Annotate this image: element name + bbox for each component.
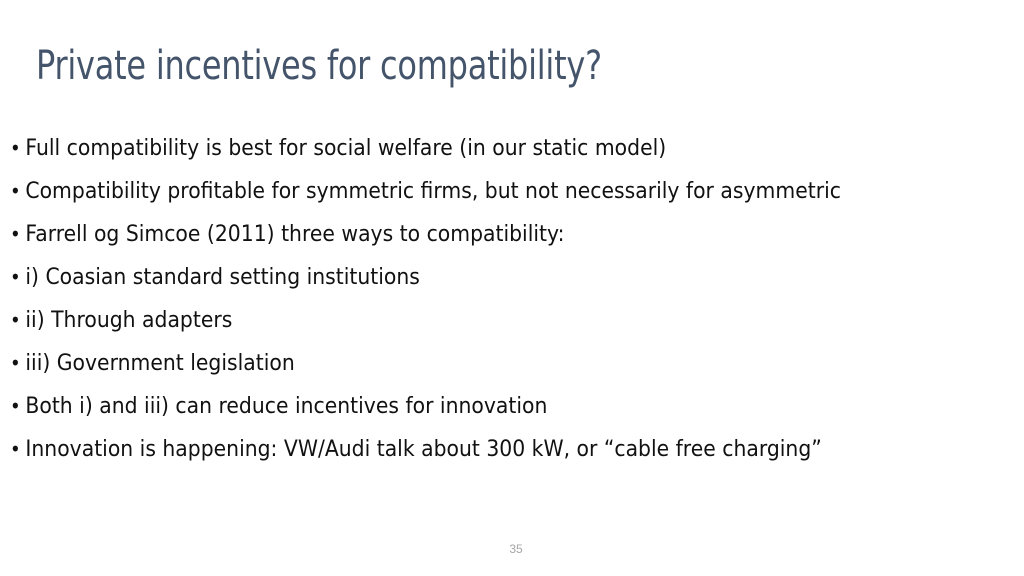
bullet-item [10,256,841,299]
bullet-item [10,127,841,170]
bullet-icon: • [10,265,21,289]
bullet-icon: • [10,437,21,461]
slide-title: Private incentives for compatibility? [36,43,602,89]
bullet-list [10,127,928,471]
bullet-icon: • [10,394,21,418]
bullet-text: Both i) and iii) can reduce incentives for innovation [25,393,548,419]
bullet-text: Compatibility profitable for symmetric firms, but not necessarily for asymmetric [25,178,841,204]
bullet-item [10,213,841,256]
bullet-text: iii) Government legislation [25,350,295,376]
page-number: 35 [509,542,523,556]
bullet-text: Farrell og Simcoe (2011) three ways to compatibility: [25,221,565,247]
bullet-text: i) Coasian standard setting institutions [25,264,420,290]
bullet-item [10,385,841,428]
bullet-icon: • [10,222,21,246]
bullet-item [10,299,841,342]
bullet-icon: • [10,179,21,203]
bullet-text: ii) Through adapters [25,307,233,333]
bullet-icon: • [10,136,21,160]
bullet-icon: • [10,351,21,375]
bullet-icon: • [10,308,21,332]
bullet-item [10,428,841,471]
bullet-text: Innovation is happening: VW/Audi talk about 300 kW, or “cable free charging” [25,436,822,462]
bullet-item [10,170,841,213]
bullet-item [10,342,841,385]
bullet-text: Full compatibility is best for social welfare (in our static model) [25,135,667,161]
